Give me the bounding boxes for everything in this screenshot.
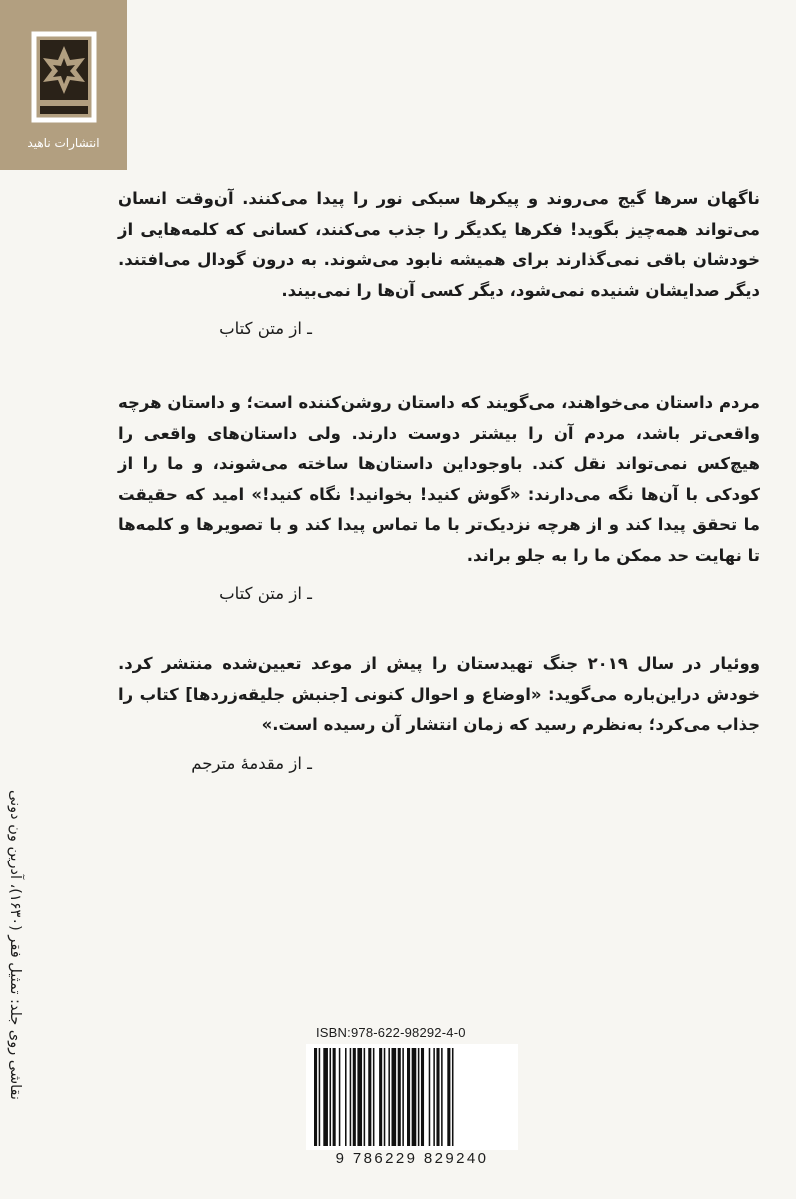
publisher-logo-box [0, 0, 127, 170]
star-book-icon [28, 28, 100, 128]
back-cover-text [118, 184, 760, 779]
excerpt-1-text: ناگهان سرها گیج می‌روند و پیکرها سبکی نور را پیدا می‌کنند. آن‌وقت انسان می‌تواند همه‌چیز بگوید! فکرها یکدیگر را جذب می‌کنند، کسانی که کلمه‌هایی از خودشان باقی نمی‌گذارند برای همیشه نابود می‌شوند. به درون گودال می‌افتند. دیگر صدایشان شنیده نمی‌شود، دیگر کسی آن‌ها را نمی‌بیند. [118, 189, 760, 300]
cover-art-credit: نقاشی روی جلد: تمثیل فقر (۱۶۳۰)، آدرین ون دونی [7, 790, 23, 1100]
publisher-name: انتشارات ناهید [27, 136, 100, 150]
cover-art-credit-wrap [2, 790, 28, 1180]
excerpt-2-text: مردم داستان می‌خواهند، می‌گویند که داستان روشن‌کننده است؛ و داستان هرچه واقعی‌تر باشد، مردم آن را بیشتر دوست دارند. ولی داستان‌های واقعی را هیچ‌کس نمی‌تواند نقل کند. باوجوداین داستان‌ها ساخته می‌شوند، و ما را از کودکی با آن‌ها نگه می‌دارند: «گوش کنید! بخوانید! نگاه کنید!» امید که حقیقت ما تحقق پیدا کند و از هرچه نزدیک‌تر با ما تماس پیدا کند و با تصویرها و کلمه‌ها تا نهایت حد ممکن ما را به جلو براند. [118, 393, 760, 565]
excerpt-2-source: ـ از متن کتاب [219, 584, 312, 603]
excerpt-3-source: ـ از مقدمهٔ مترجم [191, 753, 312, 773]
isbn-barcode [306, 1044, 518, 1150]
excerpt-1-source: ـ از متن کتاب [219, 319, 312, 338]
barcode-digits: 9 786229 829240 [335, 1150, 489, 1167]
excerpt-3-text: ووئیار در سال ۲۰۱۹ جنگ تهیدستان را پیش از موعد تعیین‌شده منتشر کرد. خودش دراین‌باره می‌گوید: «اوضاع و احوال کنونی [جنبش جلیقه‌زردها] کتاب را جذاب می‌کرد؛ به‌نظرم رسید که زمان انتشار آن رسیده است.» [118, 654, 761, 734]
isbn-label: ISBN:978-622-98292-4-0 [316, 1025, 466, 1040]
